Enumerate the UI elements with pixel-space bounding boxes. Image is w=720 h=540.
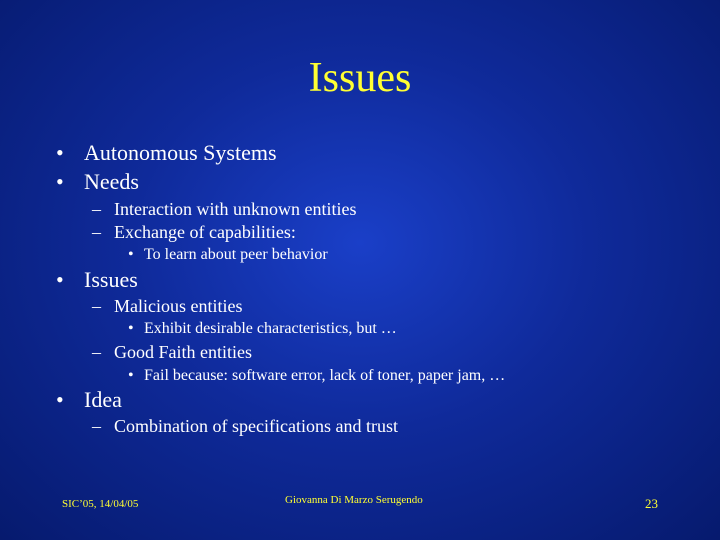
bullet-text: Autonomous Systems: [84, 140, 277, 165]
slide-title: Issues: [308, 55, 412, 101]
sub-sub-bullet-exhibit: [128, 319, 397, 339]
dash-icon: –: [92, 416, 101, 436]
bullet-icon: •: [56, 169, 64, 194]
bullet-text: To learn about peer behavior: [144, 246, 328, 263]
bullet-text: Malicious entities: [114, 296, 243, 316]
dash-icon: –: [92, 296, 101, 316]
bullet-text: Needs: [84, 169, 139, 194]
bullet-icon: •: [56, 267, 64, 292]
bullet-text: Good Faith entities: [114, 342, 252, 362]
dash-icon: –: [92, 222, 101, 242]
bullet-item-autonomous-systems: [56, 140, 277, 166]
bullet-text: Interaction with unknown entities: [114, 199, 357, 219]
bullet-text: Issues: [84, 267, 138, 292]
dash-icon: –: [92, 199, 101, 219]
bullet-icon: •: [128, 246, 134, 263]
bullet-icon: •: [56, 387, 64, 412]
footer-page-number: 23: [645, 496, 658, 511]
sub-bullet-combination: [92, 415, 398, 437]
sub-sub-bullet-learn: [128, 245, 328, 265]
bullet-text: Combination of specifications and trust: [114, 416, 398, 436]
bullet-item-idea: [56, 387, 122, 413]
sub-sub-bullet-fail: [128, 366, 505, 386]
sub-bullet-exchange: [92, 221, 296, 243]
bullet-text: Exhibit desirable characteristics, but …: [144, 320, 397, 337]
bullet-icon: •: [128, 320, 134, 337]
bullet-icon: •: [56, 140, 64, 165]
footer-author: Giovanna Di Marzo Serugendo: [285, 494, 423, 506]
sub-bullet-good-faith: [92, 341, 252, 363]
bullet-icon: •: [128, 367, 134, 384]
bullet-text: Exchange of capabilities:: [114, 222, 296, 242]
bullet-text: Fail because: software error, lack of toner, paper jam, …: [144, 367, 506, 384]
bullet-item-needs: [56, 169, 139, 195]
bullet-text: Idea: [84, 387, 122, 412]
bullet-item-issues: [56, 267, 138, 293]
sub-bullet-malicious: [92, 295, 242, 317]
dash-icon: –: [92, 342, 101, 362]
footer-date: SIC’05, 14/04/05: [62, 498, 139, 510]
sub-bullet-interaction: [92, 198, 356, 220]
